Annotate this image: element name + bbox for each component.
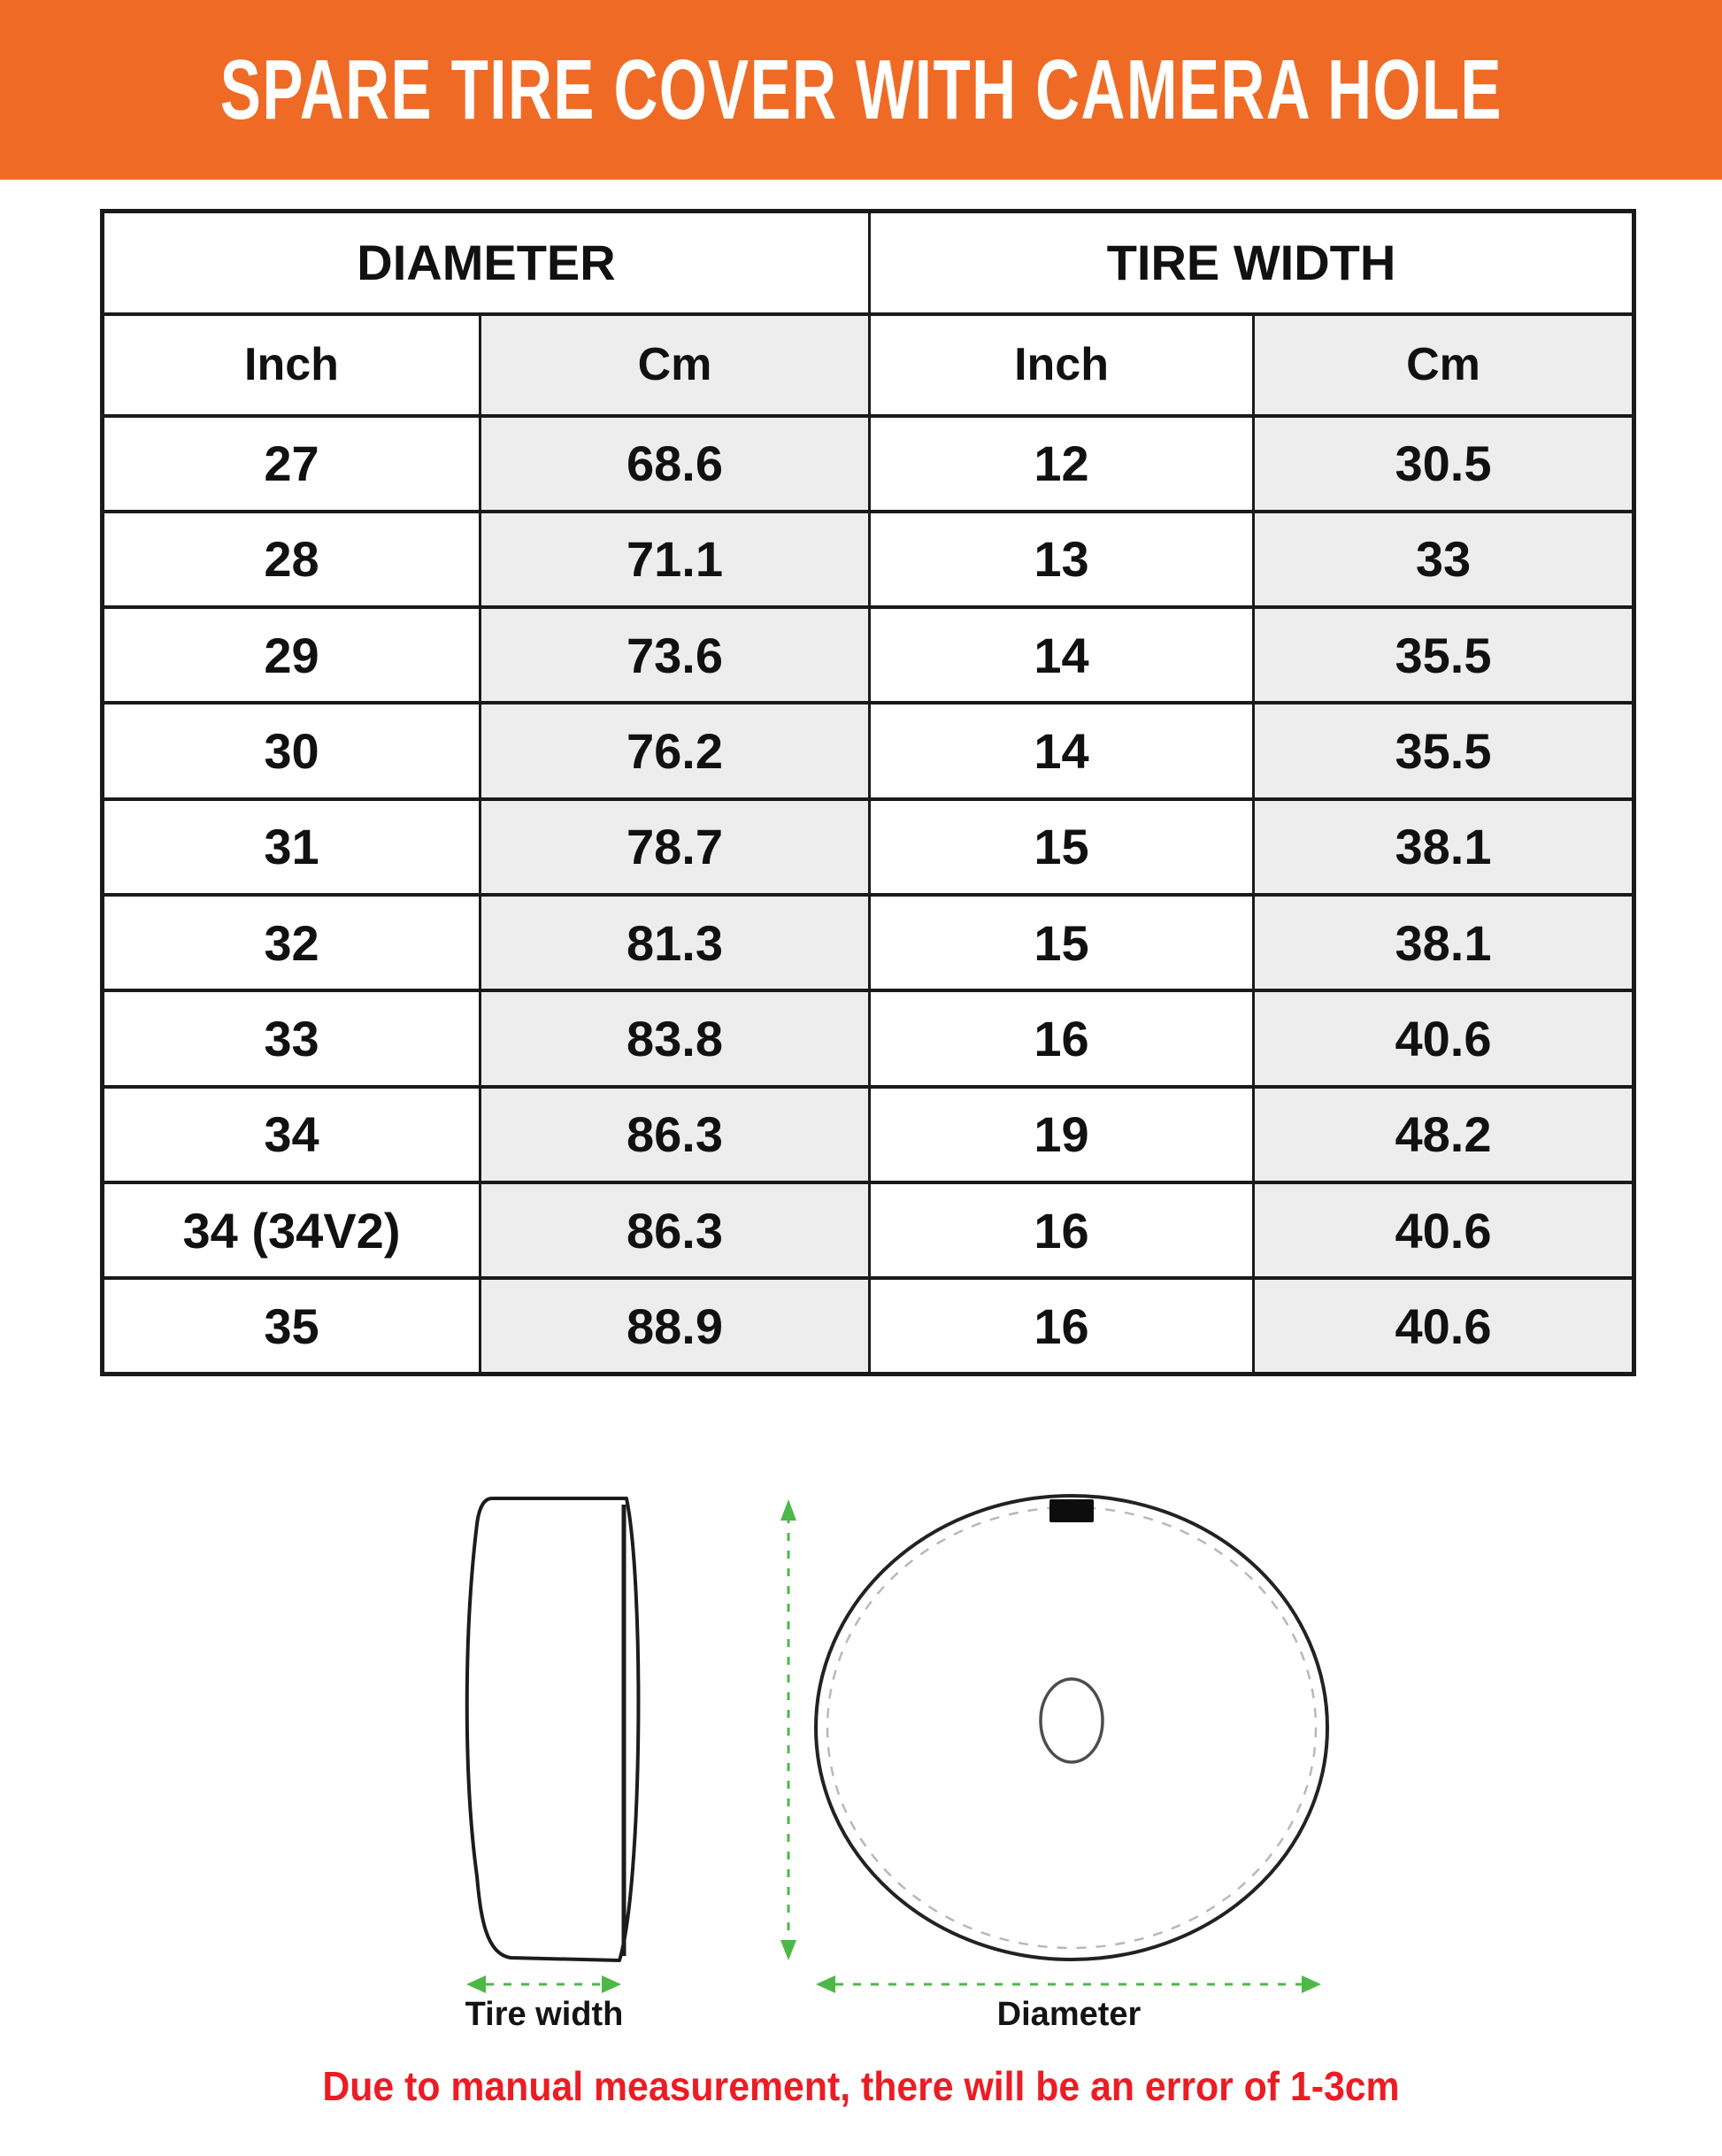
page-title: SPARE TIRE COVER WITH CAMERA HOLE bbox=[219, 42, 1503, 137]
table-cell: 40.6 bbox=[1254, 1278, 1634, 1374]
table-cell: 35 bbox=[103, 1278, 480, 1374]
table-cell: 34 bbox=[103, 1087, 480, 1182]
tirewidth-inch-header: Inch bbox=[870, 314, 1254, 416]
table-cell: 78.7 bbox=[480, 799, 870, 895]
table-cell: 48.2 bbox=[1254, 1087, 1634, 1182]
table-cell: 15 bbox=[870, 799, 1254, 895]
table-cell: 88.9 bbox=[480, 1278, 870, 1374]
table-cell: 73.6 bbox=[480, 607, 870, 703]
diameter-label: Diameter bbox=[996, 1996, 1142, 2033]
table-cell: 81.3 bbox=[480, 895, 870, 990]
table-cell: 32 bbox=[103, 895, 480, 990]
table-cell: 33 bbox=[103, 990, 480, 1086]
table-cell: 35.5 bbox=[1254, 607, 1634, 703]
tire-width-group-header: TIRE WIDTH bbox=[870, 212, 1634, 314]
table-cell: 33 bbox=[1254, 512, 1634, 607]
arrow-right-icon bbox=[1302, 1975, 1321, 1993]
table-cell: 40.6 bbox=[1254, 990, 1634, 1086]
table-cell: 28 bbox=[103, 512, 480, 607]
table-cell: 30.5 bbox=[1254, 416, 1634, 512]
table-cell: 83.8 bbox=[480, 990, 870, 1086]
table-cell: 14 bbox=[870, 607, 1254, 703]
table-cell: 68.6 bbox=[480, 416, 870, 512]
table-cell: 16 bbox=[870, 1278, 1254, 1374]
table-cell: 86.3 bbox=[480, 1087, 870, 1182]
arrow-left-icon bbox=[466, 1975, 486, 1993]
table-cell: 13 bbox=[870, 512, 1254, 607]
table-cell: 31 bbox=[103, 799, 480, 895]
table-cell: 12 bbox=[870, 416, 1254, 512]
table-cell: 40.6 bbox=[1254, 1182, 1634, 1278]
camera-marker bbox=[1049, 1499, 1094, 1522]
tirewidth-cm-header: Cm bbox=[1254, 314, 1634, 416]
arrow-down-icon bbox=[780, 1940, 796, 1960]
diameter-inch-header: Inch bbox=[103, 314, 480, 416]
table-cell: 14 bbox=[870, 703, 1254, 798]
measurement-note: Due to manual measurement, there will be an error of 1-3cm bbox=[322, 2063, 1400, 2109]
diameter-cm-header: Cm bbox=[480, 314, 870, 416]
table-cell: 34 (34V2) bbox=[103, 1182, 480, 1278]
arrow-left-icon bbox=[816, 1975, 835, 1993]
table-cell: 27 bbox=[103, 416, 480, 512]
camera-hole bbox=[1041, 1679, 1103, 1762]
table-cell: 71.1 bbox=[480, 512, 870, 607]
tire-width-label: Tire width bbox=[465, 1996, 624, 2033]
table-cell: 38.1 bbox=[1254, 895, 1634, 990]
table-cell: 16 bbox=[870, 990, 1254, 1086]
diameter-group-header: DIAMETER bbox=[103, 212, 870, 314]
table-cell: 29 bbox=[103, 607, 480, 703]
arrow-up-icon bbox=[780, 1499, 796, 1521]
table-cell: 35.5 bbox=[1254, 703, 1634, 798]
table-cell: 15 bbox=[870, 895, 1254, 990]
table-cell: 19 bbox=[870, 1087, 1254, 1182]
table-cell: 38.1 bbox=[1254, 799, 1634, 895]
tire-side-view bbox=[467, 1498, 639, 1960]
table-cell: 76.2 bbox=[480, 703, 870, 798]
table-cell: 30 bbox=[103, 703, 480, 798]
table-cell: 16 bbox=[870, 1182, 1254, 1278]
arrow-right-icon bbox=[602, 1975, 621, 1993]
table-cell: 86.3 bbox=[480, 1182, 870, 1278]
